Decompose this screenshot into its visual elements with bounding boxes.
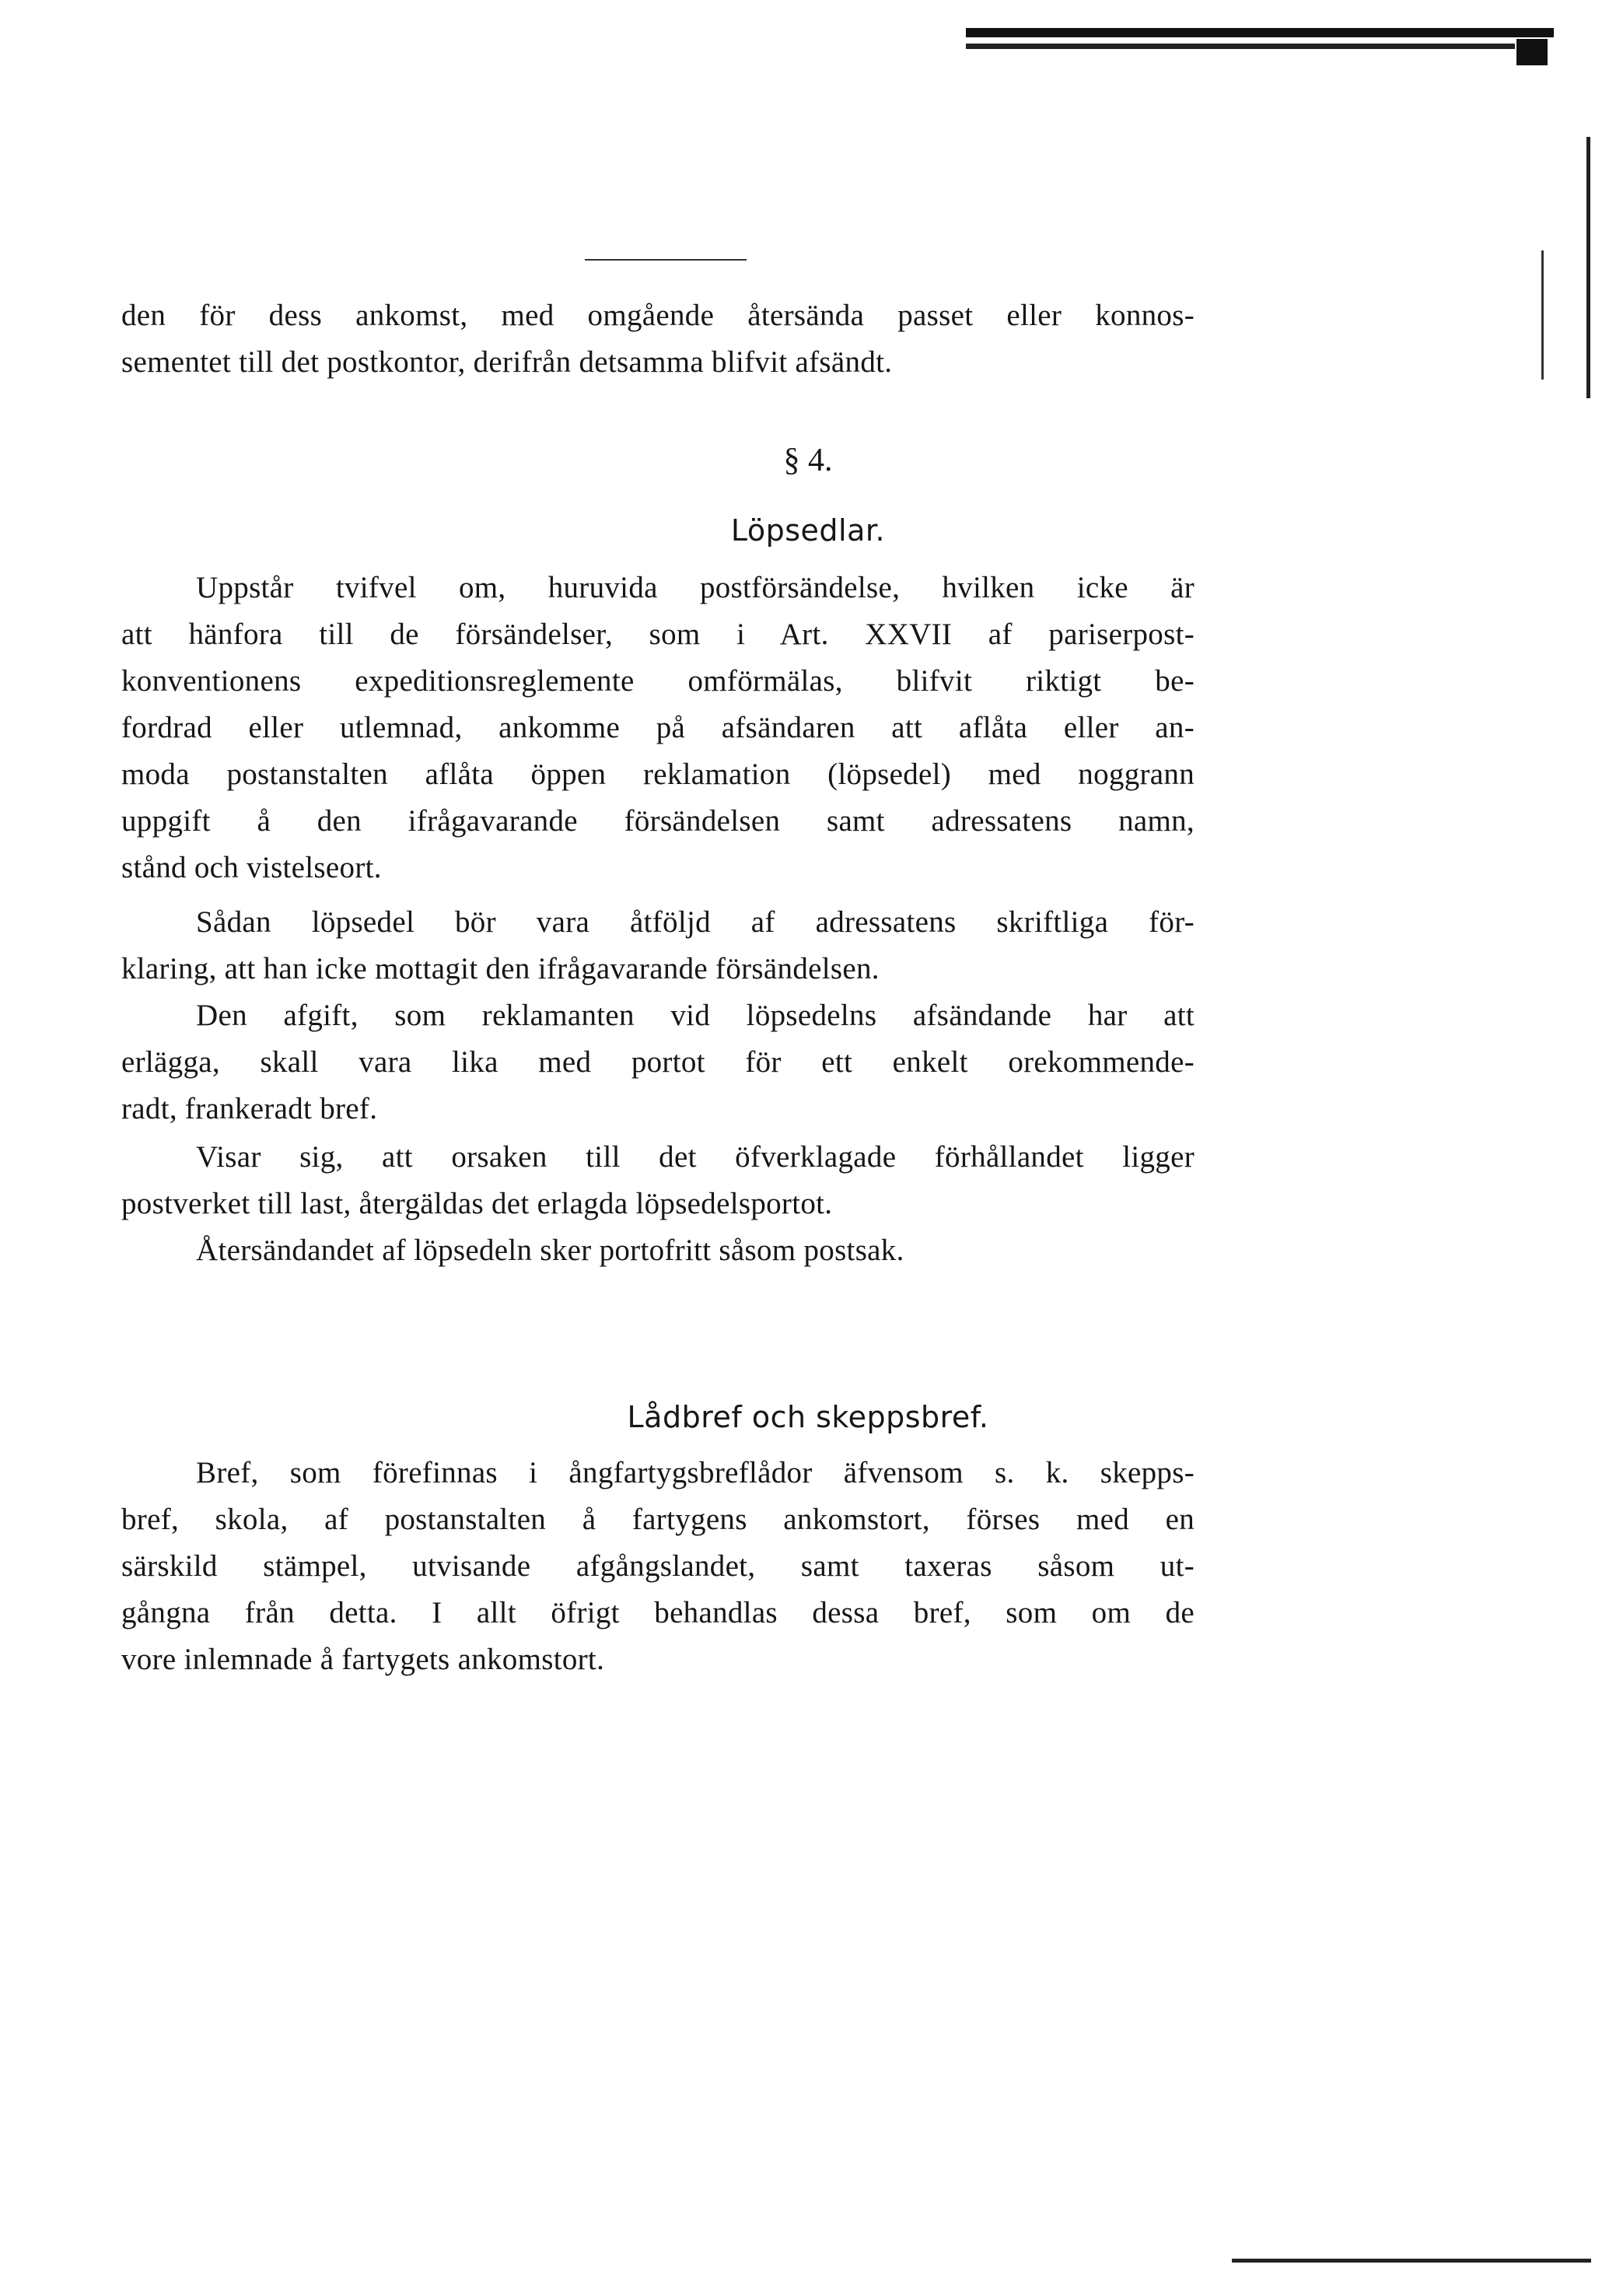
text-line: Visar sig, att orsaken till det öfverklagade förhållandet ligger xyxy=(196,1140,1195,1174)
text-line: postverket till last, återgäldas det erlagda löpsedelsportot. xyxy=(121,1187,833,1220)
section-heading-lopsedlar: Löpsedlar. xyxy=(730,513,886,548)
text-line: stånd och vistelseort. xyxy=(121,851,382,884)
text-line: Uppstår tvifvel om, huruvida postförsändelse, hvilken icke är xyxy=(196,571,1195,604)
text-line: vore inlemnade å fartygets ankomstort. xyxy=(121,1643,605,1676)
paragraph-forklaring xyxy=(121,899,1195,992)
text-line: Återsändandet af löpsedeln sker portofritt såsom postsak. xyxy=(196,1234,904,1267)
paragraph-lopsedel-main xyxy=(121,565,1195,891)
paragraph-ladbref xyxy=(121,1450,1195,1683)
scan-artifact-top-sub xyxy=(966,44,1515,49)
text-line: Sådan löpsedel bör vara åtföljd af adressatens skriftliga för- xyxy=(196,905,1195,939)
scan-artifact-bottom xyxy=(1232,2259,1591,2263)
scan-artifact-right-inner xyxy=(1541,250,1544,380)
text-line: att hänfora till de försändelser, som i Art. XXVII af pariserpost- xyxy=(121,618,1195,651)
text-line: gångna från detta. I allt öfrigt behandlas dessa bref, som om de xyxy=(121,1596,1195,1629)
paragraph-aterbetalning xyxy=(121,1134,1195,1227)
scan-artifact-top-nub xyxy=(1516,39,1548,65)
text-line: särskild stämpel, utvisande afgångslandet, samt taxeras såsom ut- xyxy=(121,1549,1195,1583)
text-line: klaring, att han icke mottagit den ifrågavarande försändelsen. xyxy=(121,952,880,985)
text-line: fordrad eller utlemnad, ankomme på afsändaren att aflåta eller an- xyxy=(121,711,1195,744)
text-line: bref, skola, af postanstalten å fartygens ankomstort, förses med en xyxy=(121,1503,1195,1536)
text-line: erlägga, skall vara lika med portot för ett enkelt orekommende- xyxy=(121,1045,1195,1079)
text-line: sementet till det postkontor, derifrån detsamma blifvit afsändt. xyxy=(121,345,893,379)
text-line: moda postanstalten aflåta öppen reklamation (löpsedel) med noggrann xyxy=(121,758,1195,791)
scan-artifact-top xyxy=(966,28,1554,37)
paragraph-afgift xyxy=(121,992,1195,1132)
paragraph-continuation xyxy=(121,292,1195,386)
scan-artifact-right xyxy=(1586,137,1590,398)
paragraph-atersandande xyxy=(121,1227,1195,1274)
section-number: § 4. xyxy=(783,443,833,478)
section-heading-ladbref: Lådbref och skeppsbref. xyxy=(627,1400,989,1434)
text-line: Bref, som förefinnas i ångfartygsbreflådor äfvensom s. k. skepps- xyxy=(196,1456,1195,1489)
text-line: Den afgift, som reklamanten vid löpsedelns afsändande har att xyxy=(196,999,1195,1032)
top-rule xyxy=(585,259,747,261)
text-line: radt, frankeradt bref. xyxy=(121,1092,378,1125)
text-line: konventionens expeditionsreglemente omförmälas, blifvit riktigt be- xyxy=(121,664,1195,698)
text-line: uppgift å den ifrågavarande försändelsen samt adressatens namn, xyxy=(121,804,1195,838)
text-line: den för dess ankomst, med omgående återsända passet eller konnos- xyxy=(121,299,1195,332)
